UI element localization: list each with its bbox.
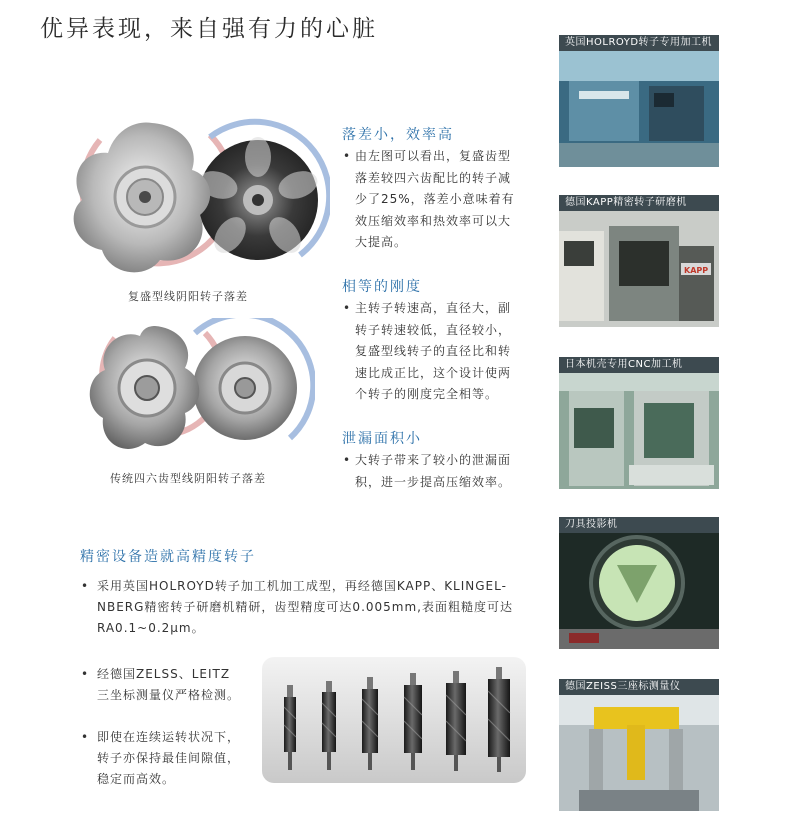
photo-cnc-image [559, 373, 719, 489]
photo-kapp [559, 195, 719, 331]
precision-bullet-stability [81, 727, 241, 790]
section-heading-precision: 精密设备造就高精度转子 [80, 549, 256, 565]
bullet-mark: • [81, 579, 90, 593]
text-line: 个转子的刚度完全相等。 [355, 387, 499, 401]
precision-bullet-inspection [81, 664, 241, 706]
text-line: 由左图可以看出，复盛齿型 [355, 149, 512, 163]
page-title: 优异表现，来自强有力的心脏 [40, 16, 378, 42]
text-line: 速比成正比，这个设计使两 [355, 365, 512, 380]
text-line: 落差较四六齿配比的转子减 [355, 170, 512, 185]
text-line: RA0.1~0.2μm。 [97, 621, 205, 635]
feature-body-rigidity [343, 298, 512, 406]
text-line: 转子转速较低，直径较小， [355, 322, 512, 337]
feature-body-efficiency [343, 146, 515, 254]
text-line: 即使在连续运转状况下， [97, 730, 241, 744]
photo-caption: 英国HOLROYD转子专用加工机 [559, 35, 719, 51]
bullet-mark: • [343, 453, 352, 467]
photo-caption: 德国ZEISS三座标测量仪 [559, 679, 719, 695]
text-line: 大转子带来了较小的泄漏面 [355, 453, 512, 467]
photo-zeiss-image [559, 695, 719, 811]
photo-caption: 刀具投影机 [559, 517, 719, 533]
text-line: 主转子转速高，直径大，副 [355, 301, 512, 315]
feature-heading-leakage: 泄漏面积小 [342, 431, 422, 447]
rotor-diagram-fusheng [60, 115, 330, 280]
figure-caption-traditional: 传统四六齿型线阴阳转子落差 [110, 472, 266, 485]
photo-projector-image [559, 533, 719, 649]
text-line: 三坐标测量仪严格检测。 [97, 688, 241, 702]
text-line: 效压缩效率和热效率可以大 [355, 213, 512, 228]
photo-caption: 德国KAPP精密转子研磨机 [559, 195, 719, 211]
text-line: 大提高。 [355, 235, 408, 249]
figure-caption-fusheng: 复盛型线阴阳转子落差 [128, 290, 248, 303]
feature-body-leakage [343, 450, 512, 493]
rotor-diagram-traditional [85, 318, 315, 458]
kapp-machine-label: KAPP [684, 266, 709, 275]
text-line: 少了25%，落差小意味着有 [355, 192, 515, 206]
text-line: 稳定而高效。 [97, 772, 176, 786]
text-line: 转子亦保持最佳间隙值， [97, 751, 241, 765]
text-line: 经德国ZELSS、LEITZ [97, 667, 231, 681]
text-line: NBERG精密转子研磨机精研，齿型精度可达0.005mm,表面粗糙度可达 [97, 600, 513, 614]
text-line: 采用英国HOLROYD转子加工机加工成型，再经德国KAPP、KLINGEL- [97, 579, 507, 593]
photo-cnc [559, 357, 719, 493]
feature-heading-rigidity: 相等的刚度 [342, 279, 422, 295]
photo-zeiss [559, 679, 719, 815]
bullet-mark: • [343, 149, 352, 163]
bullet-mark: • [81, 730, 90, 744]
rotor-set-photo [262, 657, 526, 783]
photo-holroyd [559, 35, 719, 171]
photo-projector [559, 517, 719, 653]
text-line: 复盛型线转子的直径比和转 [355, 344, 512, 358]
precision-bullet-machining [81, 576, 537, 639]
bullet-mark: • [81, 667, 90, 681]
bullet-mark: • [343, 301, 352, 315]
text-line: 积，进一步提高压缩效率。 [355, 474, 512, 489]
photo-caption: 日本机壳专用CNC加工机 [559, 357, 719, 373]
photo-holroyd-image [559, 51, 719, 167]
photo-kapp-image [559, 211, 719, 327]
feature-heading-efficiency: 落差小，效率高 [342, 127, 454, 143]
